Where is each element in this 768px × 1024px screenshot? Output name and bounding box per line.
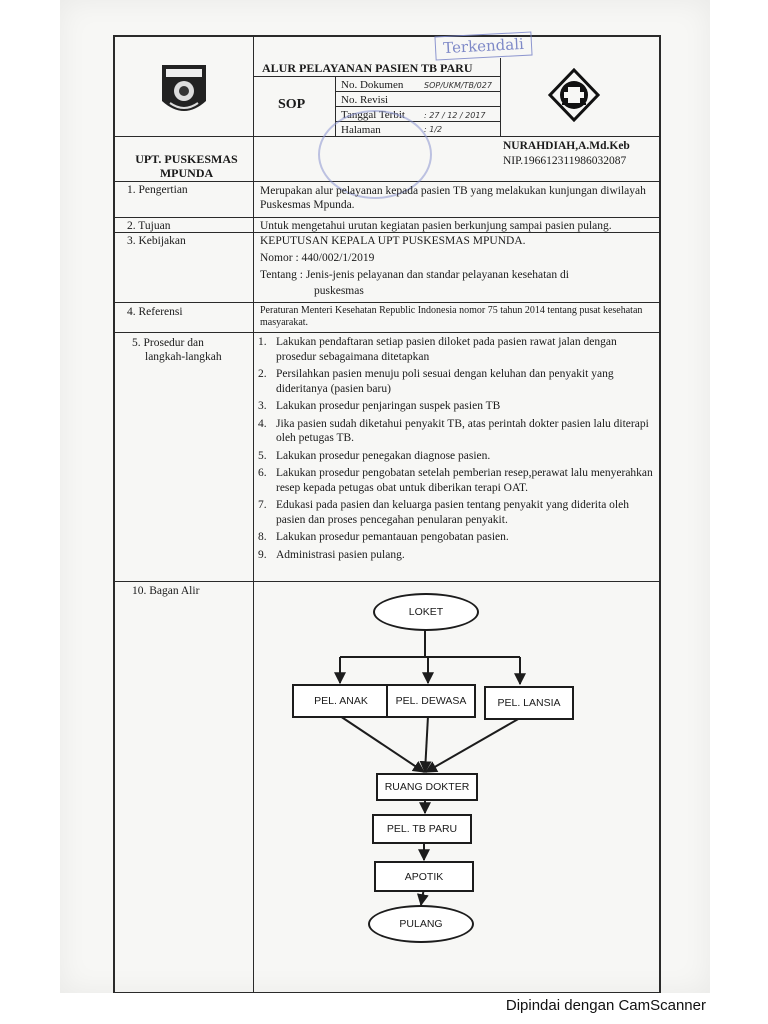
sop-title: ALUR PELAYANAN PASIEN TB PARU xyxy=(262,61,473,75)
page-value: : 1/2 xyxy=(424,125,443,134)
flow-node-apotik: APOTIK xyxy=(374,861,474,892)
tujuan-text: Untuk mengetahui urutan kegiatan pasien berkunjung sampai pasien pulang. xyxy=(260,220,612,232)
scanner-watermark: Dipindai dengan CamScanner xyxy=(505,997,706,1014)
flow-node-pel-anak: PEL. ANAK xyxy=(292,684,390,718)
step-item: 3. Lakukan prosedur penjaringan suspek pasien TB xyxy=(258,400,501,412)
label-prosedur-2: langkah-langkah xyxy=(145,351,222,363)
signatory-name: NURAHDIAH,A.Md.Keb xyxy=(503,140,630,152)
step-item: 2. Persilahkan pasien menuju poli sesuai dengan keluhan dan penyakit yang dideritanya (pasien baru) xyxy=(258,368,614,395)
page-label: Halaman xyxy=(341,124,381,136)
flow-node-pel-tb-paru: PEL. TB PARU xyxy=(372,814,472,844)
flow-node-pel-dewasa: PEL. DEWASA xyxy=(386,684,476,718)
referensi-text: Peraturan Menteri Kesehatan Republic Indonesia nomor 75 tahun 2014 tentang pusat kesehatan masyarakat. xyxy=(260,305,643,328)
doc-no-value: SOP/UKM/TB/027 xyxy=(424,81,492,90)
date-label: Tanggal Terbit xyxy=(341,109,405,121)
stamp-terkendali: Terkendali xyxy=(434,31,532,60)
label-prosedur-1: 5. Prosedur dan xyxy=(132,337,204,349)
signatory-nip: NIP.196612311986032087 xyxy=(503,155,627,167)
kebijakan-line-4: puskesmas xyxy=(314,285,364,297)
kebijakan-line-3: Tentang : Jenis-jenis pelayanan dan standar pelayanan kesehatan di xyxy=(260,269,569,281)
doc-no-label: No. Dokumen xyxy=(341,79,404,91)
step-item: 4. Jika pasien sudah diketahui penyakit TB, atas perintah dokter pasien lalu diterapi oleh petugas TB. xyxy=(258,417,649,444)
flow-node-pel-lansia: PEL. LANSIA xyxy=(484,686,574,720)
label-referensi: 4. Referensi xyxy=(127,306,183,318)
label-kebijakan: 3. Kebijakan xyxy=(127,235,186,247)
flow-node-pulang: PULANG xyxy=(368,905,474,943)
label-pengertian: 1. Pengertian xyxy=(127,184,188,196)
kebijakan-line-2: Nomor : 440/002/1/2019 xyxy=(260,252,375,264)
org-name: UPT. PUSKESMAS MPUNDA xyxy=(135,152,238,180)
date-value: : 27 / 12 / 2017 xyxy=(424,111,486,120)
step-item: 7. Edukasi pada pasien dan keluarga pasien tentang penyakit yang diderita oleh pasien dan proses pencegahan penularan penyakit. xyxy=(258,499,629,526)
pengertian-text: Merupakan alur pelayanan kepada pasien TB yang melakukan kunjungan diwilayah Puskesmas Mpunda. xyxy=(260,185,646,211)
step-item: 1. Lakukan pendaftaran setiap pasien diloket pada pasien rawat jalan dengan prosedur sebagaimana ditetapkan xyxy=(258,336,617,363)
label-tujuan: 2. Tujuan xyxy=(127,220,171,232)
step-item: 9. Administrasi pasien pulang. xyxy=(258,548,405,561)
flow-node-ruang-dokter: RUANG DOKTER xyxy=(376,773,478,801)
step-item: 8. Lakukan prosedur pemantauan pengobatan pasien. xyxy=(258,531,509,543)
kebijakan-line-1: KEPUTUSAN KEPALA UPT PUSKESMAS MPUNDA. xyxy=(260,235,526,247)
sop-label: SOP xyxy=(278,97,306,112)
revision-label: No. Revisi xyxy=(341,94,389,106)
step-item: 5. Lakukan prosedur penegakan diagnose pasien. xyxy=(258,449,491,462)
label-bagan-alir: 10. Bagan Alir xyxy=(132,585,200,597)
flow-node-loket: LOKET xyxy=(373,593,479,631)
step-item: 6. Lakukan prosedur pengobatan setelah pemberian resep,perawat lalu menyerahkan resep kepada petugas obat untuk diberikan terapi OAT. xyxy=(258,467,653,494)
